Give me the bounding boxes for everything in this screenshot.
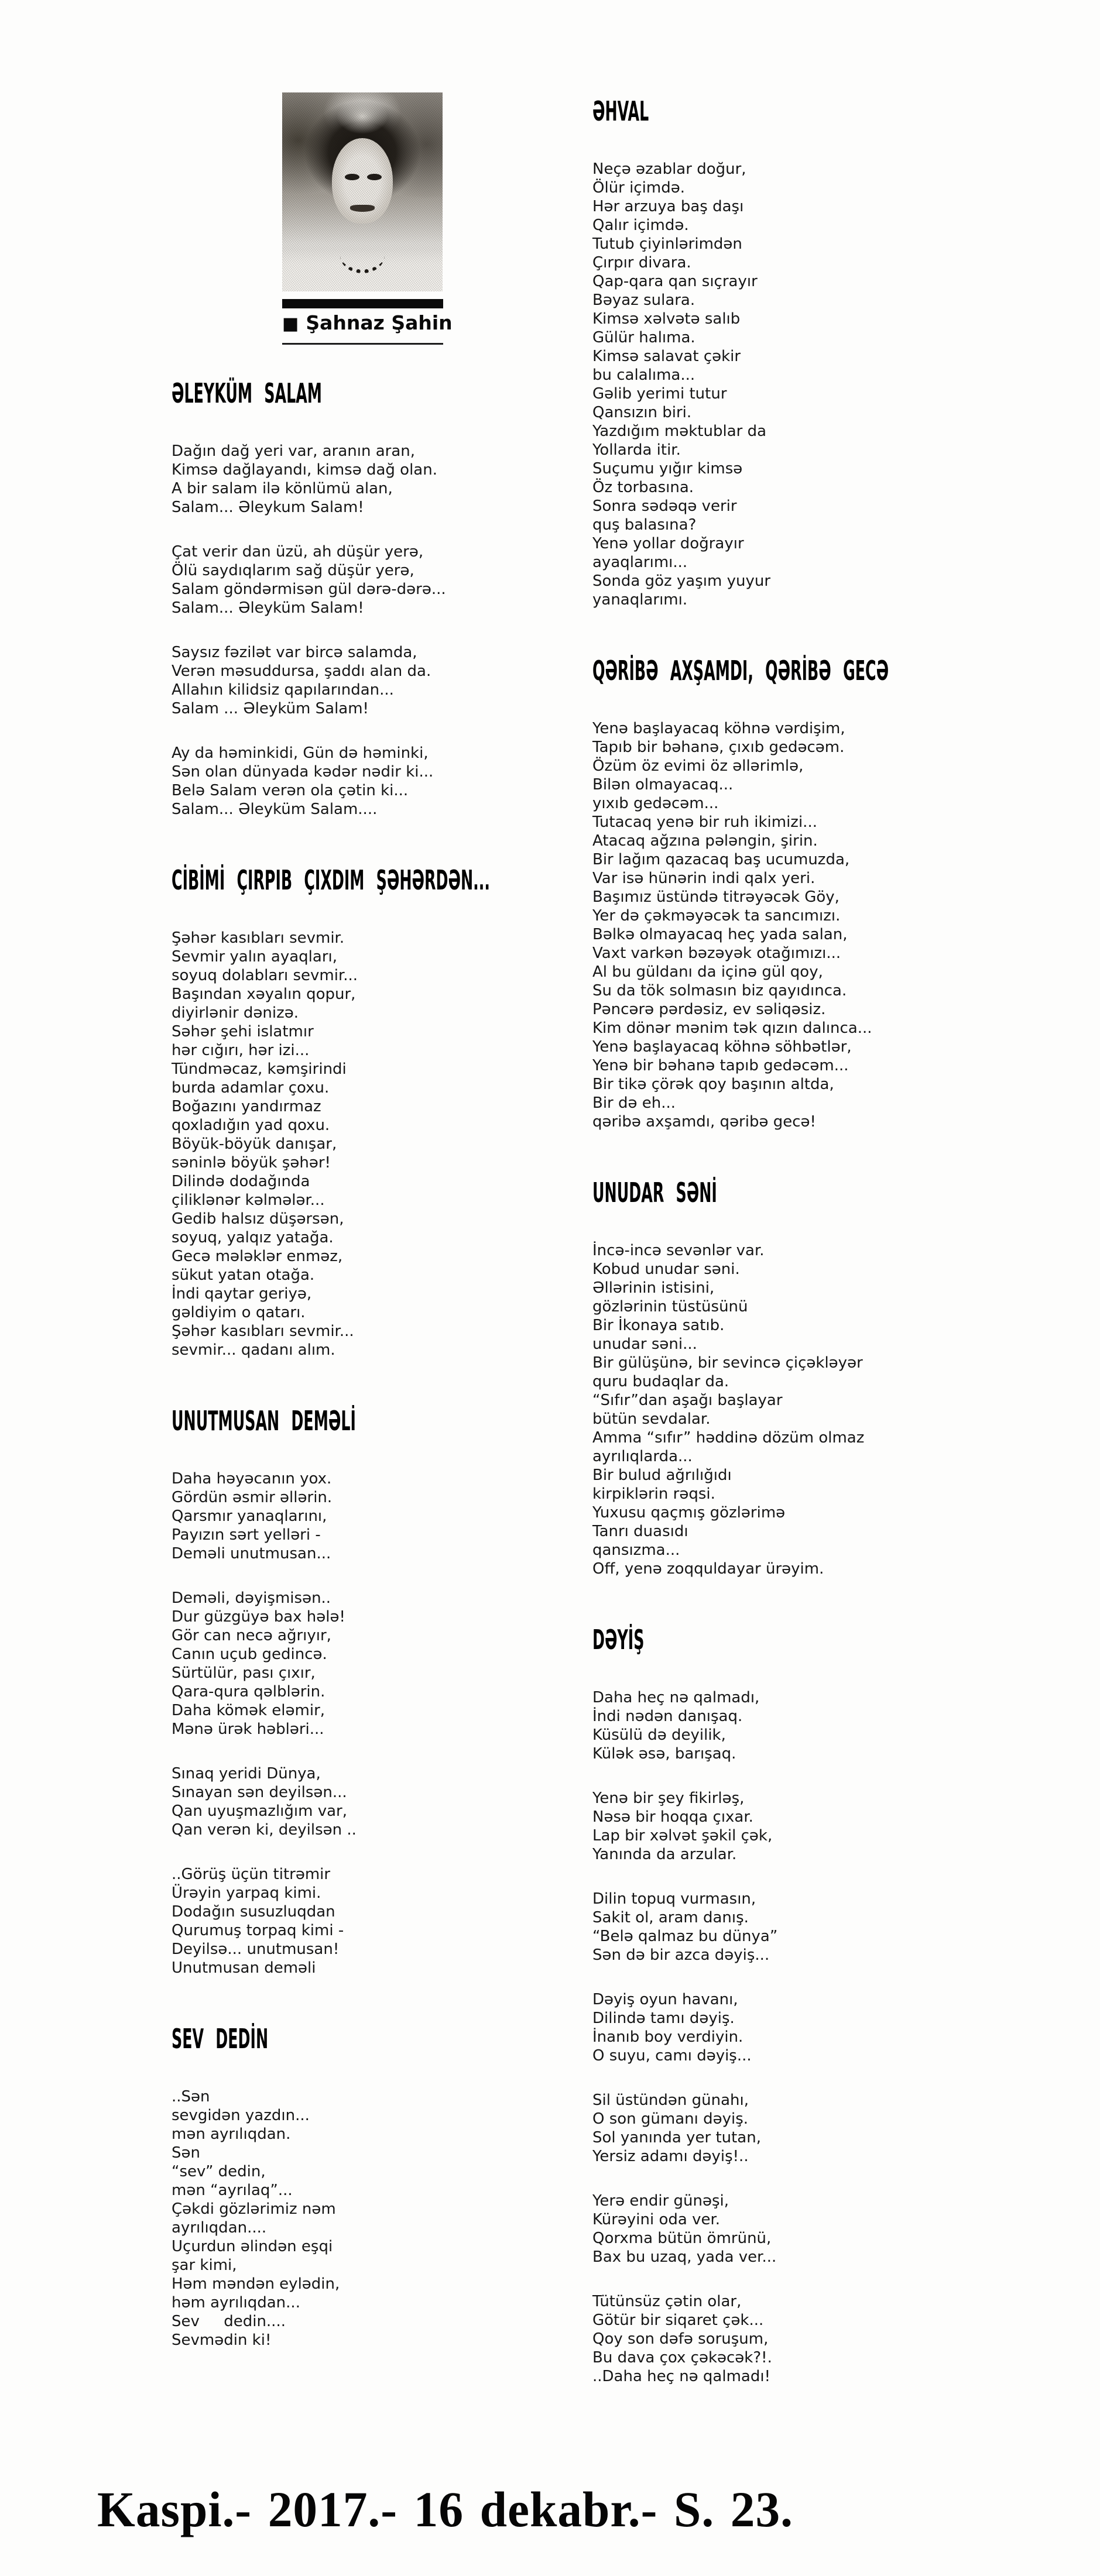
poem-line: Atacaq ağzına pələngin, şirin. — [592, 832, 818, 850]
poem-line: Sakit ol, aram danış. — [592, 1909, 749, 1926]
poem-line: Sev dedin.... — [172, 2313, 286, 2330]
poem-line: Yerə endir günəşi, — [592, 2192, 729, 2210]
poem-line: Off, yenə zoqquldayar ürəyim. — [592, 1560, 824, 1578]
poem-line: Sınayan sən deyilsən... — [172, 1784, 347, 1801]
poem-line: Qara-qura qəlblərin. — [172, 1683, 325, 1701]
poems-column-left — [172, 377, 570, 2375]
poem-line: Gördün əsmir əllərin. — [172, 1489, 333, 1506]
poem-line: Sil üstündən günahı, — [592, 2091, 749, 2109]
poem-line: İncə-incə sevənlər var. — [592, 1242, 765, 1259]
poem-line: Bilən olmayacaq... — [592, 776, 734, 794]
poem-line: bütün sevdalar. — [592, 1410, 711, 1428]
poem-stanza — [592, 2091, 996, 2166]
poem-line: ..Görüş üçün titrəmir — [172, 1866, 331, 1883]
poem-line: Qap-qara qan sıçrayır — [592, 273, 758, 290]
poem-line: Yenə başlayacaq köhnə söhbətlər, — [592, 1038, 852, 1056]
photo-hair-highlight — [337, 98, 388, 134]
poem-line: Böyük-böyük danışar, — [172, 1135, 337, 1153]
poem-line: Daha həyəcanın yox. — [172, 1470, 332, 1488]
poem-line: Sevmədin ki! — [172, 2331, 272, 2349]
poem-line: Qalır içimdə. — [592, 217, 689, 234]
poem-line: Ürəyin yarpaq kimi. — [172, 1884, 321, 1902]
poem-title: DƏYİŞ — [592, 1624, 645, 1655]
poem-line: Kobud unudar səni. — [592, 1260, 740, 1278]
author-caption — [282, 311, 453, 334]
poem-stanza — [592, 2292, 996, 2386]
poem-line: Sonda göz yaşım yuyur — [592, 572, 771, 590]
poem-line: Dodağın susuzluqdan — [172, 1903, 335, 1921]
poem-line: yıxıb gedəcəm... — [592, 795, 719, 812]
poem-line: Dilində tamı dəyiş. — [592, 2010, 735, 2027]
poem-line: Gör can necə ağrıyır, — [172, 1627, 331, 1644]
poem-stanza — [592, 719, 996, 1131]
poem-line: Sol yanında yer tutan, — [592, 2129, 761, 2146]
poem-title: ƏHVAL — [592, 95, 649, 127]
poem-line: Yersiz adamı dəyiş!.. — [592, 2148, 749, 2165]
poem-line: gəldiyim o qatarı. — [172, 1304, 306, 1321]
photo-shoulders — [282, 250, 443, 291]
poem-title: UNUTMUSAN DEMƏLİ — [172, 1405, 356, 1437]
poem-line: Salam göndərmisən gül dərə-dərə... — [172, 581, 446, 598]
poem-line: A bir salam ilə könlümü alan, — [172, 480, 393, 497]
poem-line: Tütünsüz çətin olar, — [592, 2293, 742, 2310]
poem-line: gözlərinin tüstüsünü — [592, 1298, 748, 1316]
photo-bottom-bar — [282, 299, 443, 308]
poem-line: Qoy son dəfə soruşum, — [592, 2330, 769, 2348]
poem-line: Salam... Əleykum Salam! — [172, 499, 364, 516]
poem-line: çiliklənər kəlmələr... — [172, 1191, 325, 1209]
poem-line: Deyilsə... unutmusan! — [172, 1940, 340, 1958]
poem-stanza — [172, 643, 570, 718]
poem-line: Bəyaz sulara. — [592, 291, 695, 309]
poem-line: Su da tök solmasın biz qayıdınca. — [592, 982, 847, 1000]
poem-line: Qansızın biri. — [592, 404, 692, 421]
poem-title: CİBİMİ ÇIRPIB ÇIXDIM ŞƏHƏRDƏN... — [172, 864, 490, 896]
poem-line: Külək əsə, barışaq. — [592, 1745, 736, 1763]
poem-line: İndi nədən danışaq. — [592, 1708, 743, 1725]
poem-stanza — [172, 1764, 570, 1839]
poem-line: Bəlkə olmayacaq heç yada salan, — [592, 926, 848, 943]
poem-line: Bu dava çox çəkəcək?!. — [592, 2349, 772, 2367]
poem-line: Daha heç nə qalmadı, — [592, 1689, 760, 1706]
poem-line: Başımız üstündə titrəyəcək Göy, — [592, 888, 839, 906]
poem-line: kirpiklərin rəqsi. — [592, 1485, 715, 1503]
poem-stanza — [172, 2087, 570, 2350]
poem-line: quş balasına? — [592, 516, 697, 534]
poem-line: Sınaq yeridi Dünya, — [172, 1765, 321, 1782]
poem-line: soyuq dolabları sevmir... — [172, 967, 358, 984]
poem-line: Ölür içimdə. — [592, 179, 685, 197]
poem-line: Yenə yollar doğrayır — [592, 535, 744, 552]
poem-line: Qan uyuşmazlığım var, — [172, 1802, 347, 1820]
poem-line: sevgidən yazdın... — [172, 2107, 310, 2124]
poem-line: Pəncərə pərdəsiz, ev səliqəsiz. — [592, 1001, 826, 1018]
poem-line: Payızın sərt yelləri - — [172, 1526, 321, 1544]
poem-line: Həm məndən eylədin, — [172, 2275, 340, 2293]
poem-line: Tapıb bir bəhanə, çıxıb gedəcəm. — [592, 739, 845, 756]
poem-line: burda adamlar çoxu. — [172, 1079, 330, 1097]
poem-line: Səhər şehi islatmır — [172, 1023, 314, 1040]
poem-line: “Belə qalmaz bu dünya” — [592, 1928, 778, 1945]
poem-stanza — [592, 2192, 996, 2266]
poem-line: Al bu güldanı da içinə gül qoy, — [592, 963, 823, 981]
poem-line: unudar səni... — [592, 1335, 697, 1353]
poem-line: səninlə böyük şəhər! — [172, 1154, 331, 1172]
poem-line: Gülür halıma. — [592, 329, 695, 346]
poem-stanza — [592, 1890, 996, 1964]
poem-line: Sevmir yalın ayaqları, — [172, 948, 337, 966]
poems-column-right — [592, 95, 996, 2412]
poem-line: Yollarda itir. — [592, 441, 681, 459]
poem-line: Şəhər kasıbları sevmir... — [172, 1323, 354, 1340]
photo-eye-right — [367, 174, 382, 180]
poem-line: Bir İkonaya satıb. — [592, 1317, 725, 1334]
citation-footer: Kaspi.- 2017.- 16 dekabr.- S. 23. — [97, 2481, 793, 2537]
poem-line: Dilində dodağında — [172, 1173, 310, 1190]
poem-line: sevmir... qadanı alım. — [172, 1341, 335, 1359]
poem-line: diyirlənir dənizə. — [172, 1004, 299, 1022]
poem-line: ayaqlarımı... — [592, 554, 688, 571]
poem-line: Ölü saydıqlarım sağ düşür yerə, — [172, 562, 414, 579]
poem-line: Bir tikə çörək qoy başının altda, — [592, 1076, 834, 1093]
poem-stanza — [592, 1789, 996, 1864]
poem-line: quru budaqlar da. — [592, 1373, 729, 1390]
poem-line: Bir də eh... — [592, 1094, 676, 1112]
poem-title: UNUDAR SƏNİ — [592, 1177, 717, 1208]
poem-line: Sən — [172, 2144, 200, 2162]
poem-line: Əllərinin istisini, — [592, 1279, 715, 1297]
poem-line: Var isə hünərin indi qalx yeri. — [592, 870, 815, 887]
poem-line: yanaqlarımı. — [592, 591, 688, 609]
poem-line: Lap bir xəlvət şəkil çək, — [592, 1827, 773, 1845]
poem-line: Tanrı duasıdı — [592, 1523, 688, 1540]
author-name: Şahnaz Şahin — [306, 311, 453, 334]
caption-divider — [282, 343, 443, 345]
poem-title: SEV DEDİN — [172, 2023, 269, 2055]
poem-line: Yenə bir bəhanə tapıb gedəcəm... — [592, 1057, 849, 1074]
poem-line: Uçurdun əlindən eşqi — [172, 2238, 333, 2255]
poem-line: Çat verir dan üzü, ah düşür yerə, — [172, 543, 424, 561]
poem-line: Tutub çiyinlərimdən — [592, 235, 742, 253]
photo-mouth — [350, 205, 374, 212]
poem-line: Kimsə salavat çəkir — [592, 348, 741, 365]
poem-line: Çəkdi gözlərimiz nəm — [172, 2200, 336, 2218]
poem-line: Öz torbasına. — [592, 479, 694, 496]
poem-line: Deməli, dəyişmisən.. — [172, 1589, 331, 1607]
poem-title: ƏLEYKÜM SALAM — [172, 377, 322, 409]
poem-line: Boğazını yandırmaz — [172, 1098, 321, 1115]
poem-line: Yanında da arzular. — [592, 1846, 737, 1863]
poem-line: Bax bu uzaq, yada ver... — [592, 2248, 777, 2266]
poem-line: Hər arzuya baş daşı — [592, 198, 744, 215]
poem-line: Küsülü də deyilik, — [592, 1726, 726, 1744]
poem-line: bu calalıma... — [592, 366, 695, 384]
poem-line: Deməli unutmusan... — [172, 1545, 331, 1562]
poem-stanza — [592, 1688, 996, 1763]
poem-line: soyuq, yalqız yatağa. — [172, 1229, 334, 1246]
poem-line: Dağın dağ yeri var, aranın aran, — [172, 442, 416, 460]
poem-line: Yer də çəkməyəcək ta sancımızı. — [592, 907, 841, 925]
poem-line: Bir lağım qazacaq baş ucumuzda, — [592, 851, 850, 868]
poem-line: Çırpır divara. — [592, 254, 691, 272]
poem-line: Gedib halsız düşərsən, — [172, 1210, 344, 1228]
poem-stanza — [172, 1865, 570, 1977]
poem-line: sükut yatan otağa. — [172, 1266, 315, 1284]
poem-line: Dilin topuq vurmasın, — [592, 1890, 756, 1908]
poem-stanza — [172, 542, 570, 617]
poem-line: hər cığırı, hər izi... — [172, 1042, 310, 1059]
poem-line: Sürtülür, pası çıxır, — [172, 1664, 316, 1682]
poem-line: İnanıb boy verdiyin. — [592, 2028, 743, 2046]
poem-stanza — [172, 1469, 570, 1563]
photo-necklace — [340, 238, 385, 273]
poem-line: O son gümanı dəyiş. — [592, 2110, 749, 2128]
poem-line: Gecə mələklər enməz, — [172, 1248, 343, 1265]
poem-line: Sonra sədəqə verir — [592, 497, 737, 515]
poem-line: ..Sən — [172, 2088, 210, 2106]
poem-line: ayrılıqlarda... — [592, 1448, 693, 1465]
poem-line: Mənə ürək həbləri... — [172, 1720, 324, 1738]
poem-line: Tündməcaz, kəmşirindi — [172, 1060, 347, 1078]
poem-line: həm ayrılıqdan... — [172, 2294, 300, 2311]
poem-line: Qorxma bütün ömrünü, — [592, 2230, 772, 2247]
photo-face-shape — [332, 138, 393, 224]
poem-line: qansızma... — [592, 1541, 680, 1559]
poem-line: Daha kömək eləmir, — [172, 1702, 325, 1719]
poem-line: Kürəyini oda ver. — [592, 2211, 721, 2228]
poem-line: Yenə başlayacaq köhnə vərdişim, — [592, 720, 845, 737]
poem-line: Bir bulud ağrılığıdı — [592, 1466, 732, 1484]
poem-line: Başından xəyalın qopur, — [172, 985, 356, 1003]
poem-line: qoxladığın yad qoxu. — [172, 1117, 330, 1134]
poem-line: Nəsə bir hoqqa çıxar. — [592, 1808, 753, 1826]
poem-line: Yazdığım məktublar da — [592, 423, 767, 440]
poem-line: İndi qaytar geriyə, — [172, 1285, 312, 1303]
poem-line: Sən də bir azca dəyiş... — [592, 1946, 770, 1964]
poem-line: Kimsə xəlvətə salıb — [592, 310, 741, 328]
poem-line: Vaxt varkən bəzəyək otağımızı... — [592, 944, 841, 962]
poem-line: “Sıfır”dan aşağı başlayar — [592, 1392, 783, 1409]
poem-line: Götür bir siqaret çək... — [592, 2311, 764, 2329]
poem-line: “sev” dedin, — [172, 2163, 266, 2180]
poem-line: Qan verən ki, deyilsən .. — [172, 1821, 357, 1839]
poem-line: Suçumu yığır kimsə — [592, 460, 743, 478]
poem-stanza — [592, 1990, 996, 2065]
poem-line: ayrılıqdan.... — [172, 2219, 267, 2237]
poem-line: Canın uçub gedincə. — [172, 1646, 327, 1663]
poem-line: Yenə bir şey fikirləş, — [592, 1790, 745, 1807]
poem-line: qəribə axşamdı, qəribə gecə! — [592, 1113, 816, 1131]
poem-line: ..Daha heç nə qalmadı! — [592, 2368, 771, 2385]
poem-line: mən “ayrılaq”... — [172, 2182, 293, 2199]
square-bullet-icon: ■ — [282, 314, 299, 334]
poem-line: mən ayrılıqdan. — [172, 2125, 291, 2143]
poem-line: Bir gülüşünə, bir sevincə çiçəkləyər — [592, 1354, 863, 1372]
poem-stanza — [172, 442, 570, 517]
poem-stanza — [172, 744, 570, 819]
poem-line: Özüm öz evimi öz əllərimlə, — [592, 757, 804, 775]
poem-line: Verən məsuddursa, şaddı alan da. — [172, 662, 431, 680]
poem-line: Kim dönər mənim tək qızın dalınca... — [592, 1019, 872, 1037]
poem-line: Qurumuş torpaq kimi - — [172, 1922, 344, 1939]
poem-line: Dur güzgüyə bax hələ! — [172, 1608, 345, 1626]
poem-line: Dəyiş oyun havanı, — [592, 1991, 738, 2008]
poem-line: Allahın kilidsiz qapılarından... — [172, 681, 394, 699]
poem-line: Unutmusan deməli — [172, 1959, 316, 1977]
poem-line: Saysız fəzilət var bircə salamda, — [172, 644, 417, 661]
photo-eye-left — [345, 174, 359, 180]
poem-line: Salam... Əleyküm Salam! — [172, 599, 364, 617]
poem-line: şar kimi, — [172, 2256, 237, 2274]
poem-stanza — [172, 929, 570, 1359]
poem-stanza — [592, 160, 996, 609]
poem-line: Sən olan dünyada kədər nədir ki... — [172, 763, 434, 781]
poem-line: O suyu, camı dəyiş... — [592, 2047, 752, 2065]
poem-line: Salam ... Əleyküm Salam! — [172, 700, 369, 717]
poem-title: QƏRİBƏ AXŞAMDI, QƏRİBƏ GECƏ — [592, 655, 889, 686]
poem-line: Amma “sıfır” həddinə dözüm olmaz — [592, 1429, 865, 1447]
author-photo — [282, 92, 443, 291]
poem-line: Tutacaq yenə bir ruh ikimizi... — [592, 813, 817, 831]
photo-hair-shape — [304, 101, 420, 204]
poem-stanza — [592, 1241, 996, 1578]
poem-line: Gəlib yerimi tutur — [592, 385, 727, 403]
poem-line: Salam... Əleyküm Salam.... — [172, 801, 378, 818]
poem-line: Neçə əzablar doğur, — [592, 160, 746, 178]
poem-line: Qarsmır yanaqlarını, — [172, 1507, 327, 1525]
poem-line: Yuxusu qaçmış gözlərimə — [592, 1504, 786, 1521]
poem-line: Kimsə dağlayandı, kimsə dağ olan. — [172, 461, 437, 479]
poem-line: Şəhər kasıbları sevmir. — [172, 929, 345, 947]
poem-line: Belə Salam verən ola çətin ki... — [172, 782, 409, 799]
poem-stanza — [172, 1589, 570, 1739]
poem-line: Ay da həminkidi, Gün də həminki, — [172, 744, 429, 762]
